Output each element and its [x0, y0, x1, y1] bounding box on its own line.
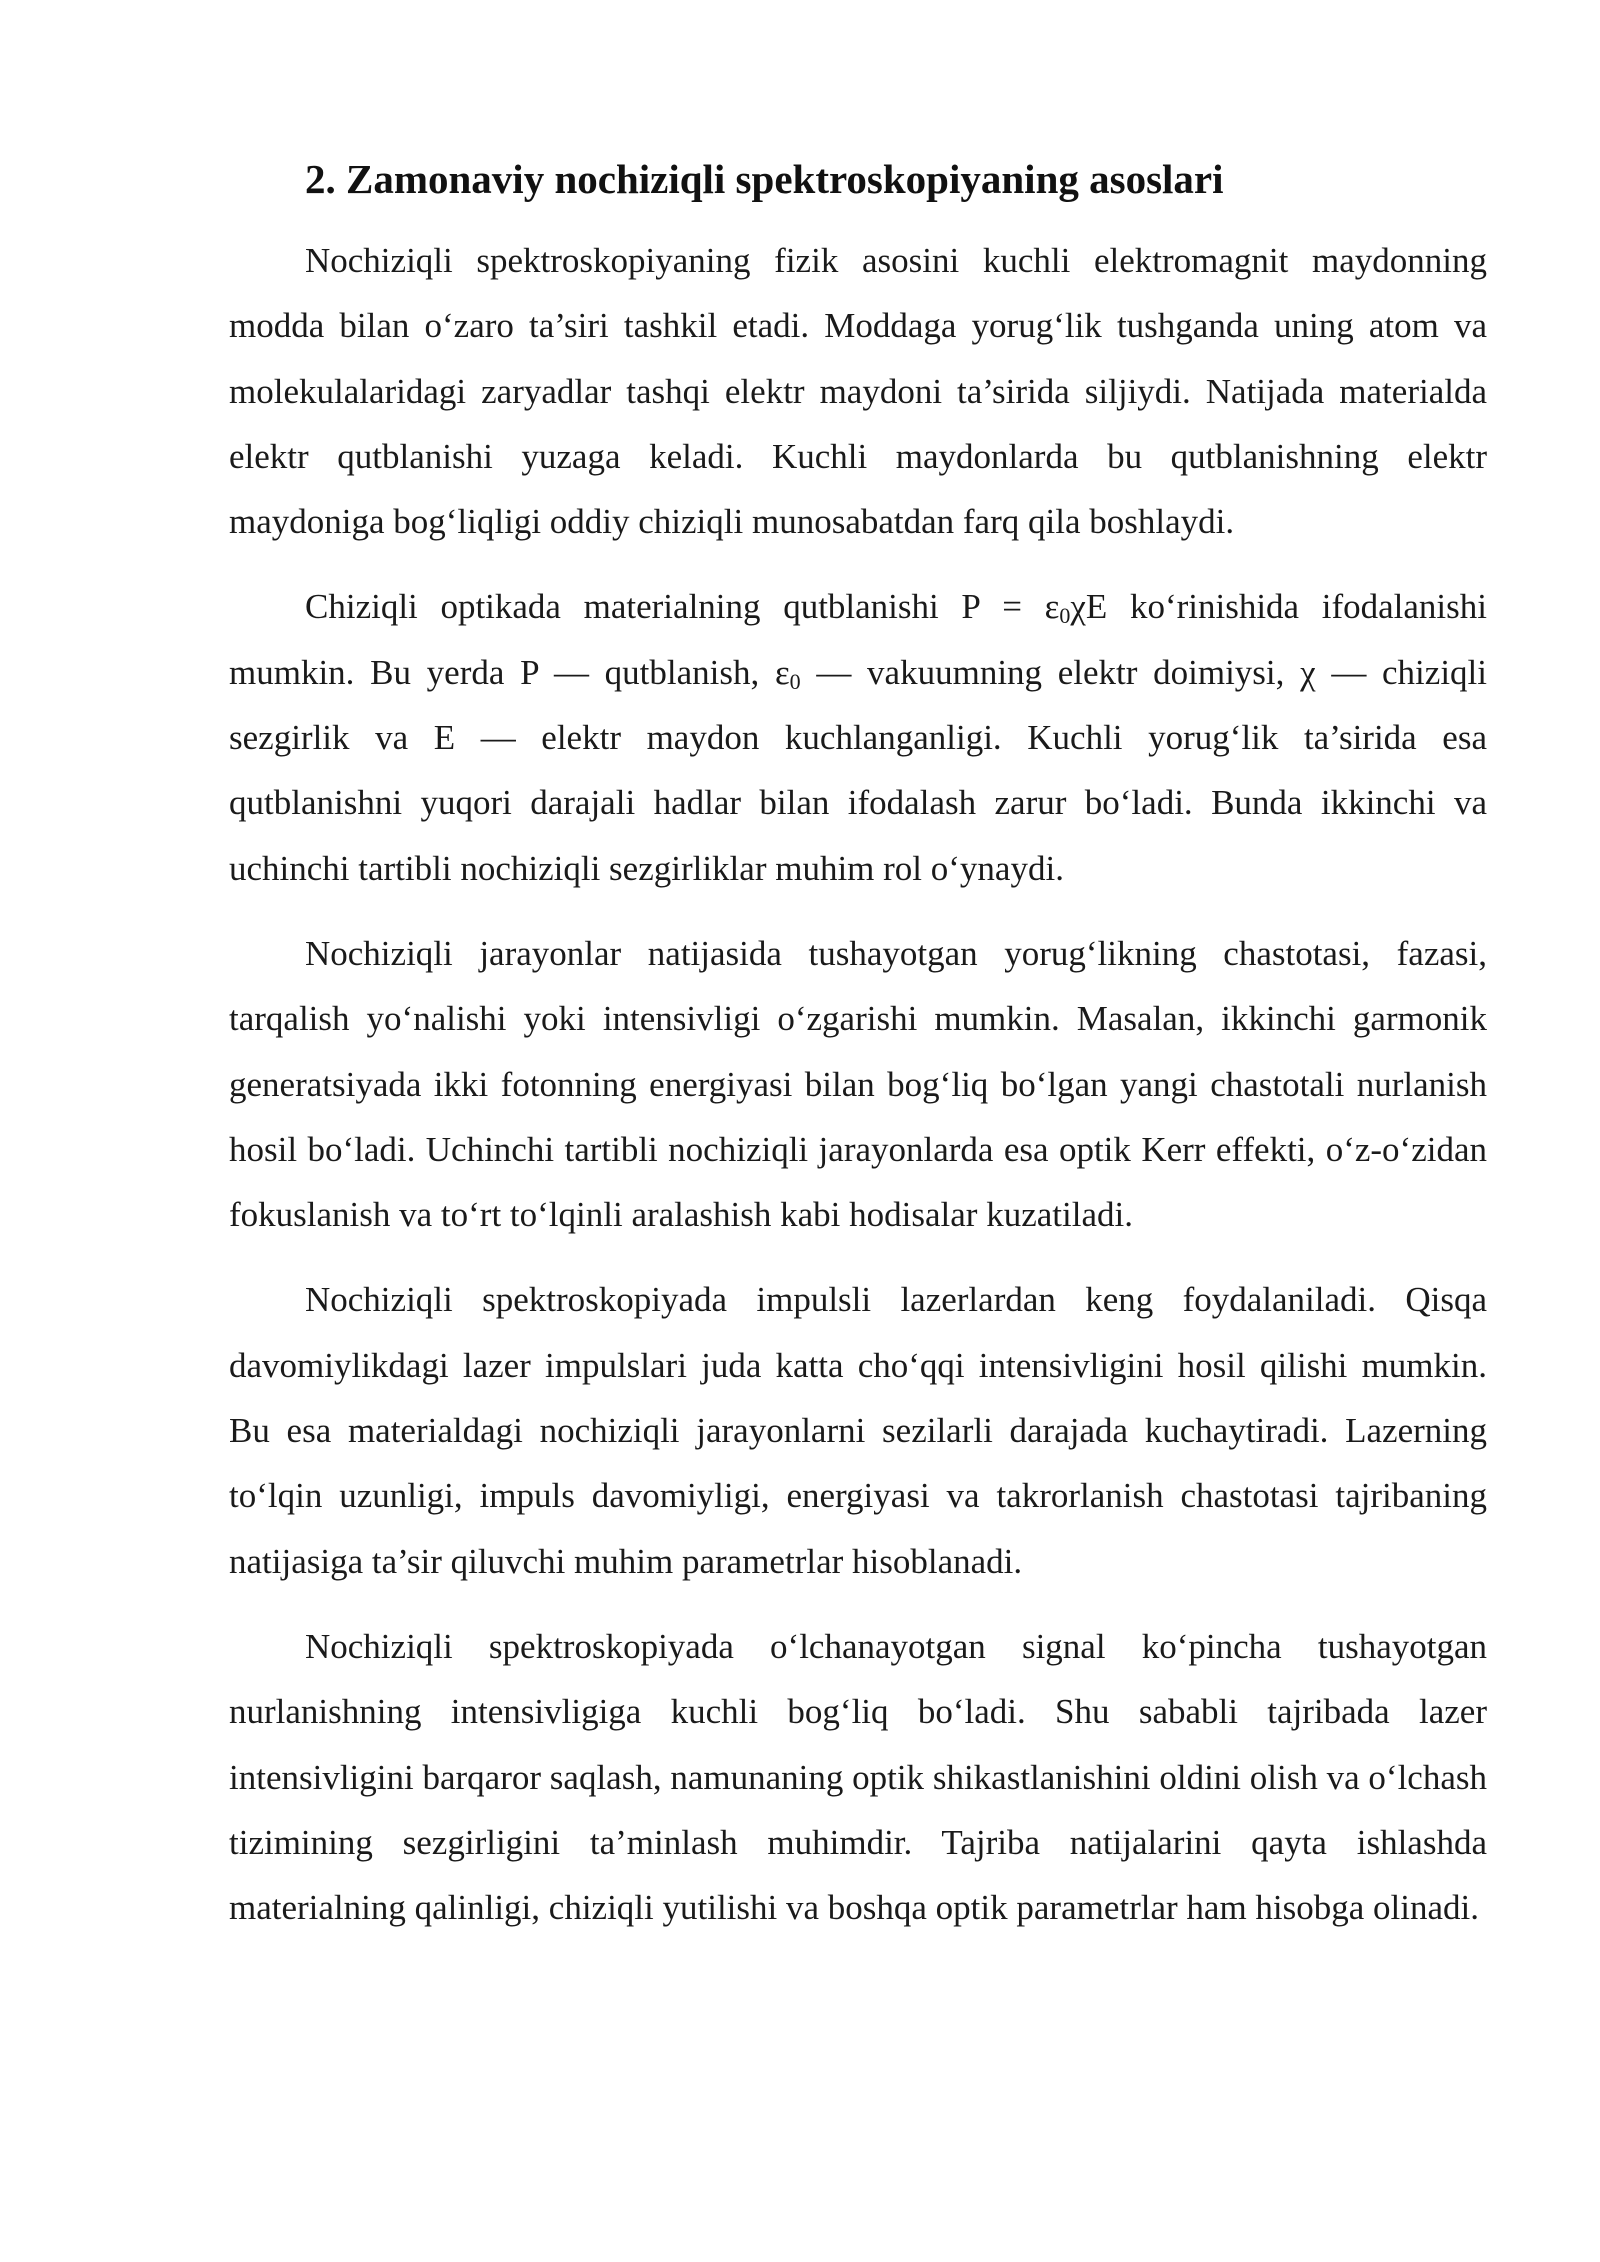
- paragraph-2-rest: — vakuumning elektr doimiysi, χ — chiziqli sezgirlik va E — elektr maydon kuchlanganligi. Kuchli yorug‘lik ta’sirida esa qutblanishni yuqori darajali hadlar bilan ifodalash zarur bo‘ladi. Bunda ikkinchi va uchinchi tartibli nochiziqli sezgirliklar muhim rol o‘ynaydi.: [229, 652, 1487, 888]
- paragraph-5: Nochiziqli spektroskopiyada o‘lchanayotgan signal ko‘pincha tushayotgan nurlanishning intensivligiga kuchli bog‘liq bo‘ladi. Shu sababli tajribada lazer intensivligini barqaror saqlash, namunaning optik shikastlanishini oldini olish va o‘lchash tizimining sezgirligini ta’minlash muhimdir. Tajriba natijalarini qayta ishlashda materialning qalinligi, chiziqli yutilishi va boshqa optik parametrlar ham hisobga olinadi.: [229, 1626, 1487, 1928]
- paragraph-2-mid: χE ko‘rinishida ifodalanishi mumkin. Bu yerda P — qutblanish, ε: [229, 587, 1487, 692]
- paragraph-3: Nochiziqli jarayonlar natijasida tushayotgan yorug‘likning chastotasi, fazasi, tarqalish yo‘nalishi yoki intensivligi o‘zgarishi mumkin. Masalan, ikkinchi garmonik generatsiyada ikki fotonning energiyasi bilan bog‘liq bo‘lgan yangi chastotali nurlanish hosil bo‘ladi. Uchinchi tartibli nochiziqli jarayonlarda esa optik Kerr effekti, o‘z-o‘zidan fokuslanish va to‘rt to‘lqinli aralashish kabi hodisalar kuzatiladi.: [229, 933, 1487, 1235]
- paragraph-2: [229, 574, 1487, 900]
- document-page: [229, 150, 1487, 1960]
- paragraph-2-intro: Chiziqli optikada materialning qutblanishi P = ε: [305, 587, 1060, 627]
- epsilon-subscript-1: 0: [1059, 603, 1071, 629]
- paragraph-1: Nochiziqli spektroskopiyaning fizik asosini kuchli elektromagnit maydonning modda bilan o‘zaro ta’siri tashkil etadi. Moddaga yorug‘lik tushganda uning atom va molekulalaridagi zaryadlar tashqi elektr maydoni ta’sirida siljiydi. Natijada materialda elektr qutblanishi yuzaga keladi. Kuchli maydonlarda bu qutblanishning elektr maydoniga bog‘liqligi oddiy chiziqli munosabatdan farq qila boshlaydi.: [229, 241, 1487, 542]
- paragraph-4: Nochiziqli spektroskopiyada impulsli lazerlardan keng foydalaniladi. Qisqa davomiylikdagi lazer impulslari juda katta cho‘qqi intensivligini hosil qilishi mumkin. Bu esa materialdagi nochiziqli jarayonlarni sezilarli darajada kuchaytiradi. Lazerning to‘lqin uzunligi, impuls davomiyligi, energiyasi va takrorlanish chastotasi tajribaning natijasiga ta’sir qiluvchi muhim parametrlar hisoblanadi.: [229, 1280, 1487, 1581]
- epsilon-subscript-2: 0: [789, 668, 801, 694]
- section-heading: 2. Zamonaviy nochiziqli spektroskopiyaning asoslari: [305, 156, 1224, 202]
